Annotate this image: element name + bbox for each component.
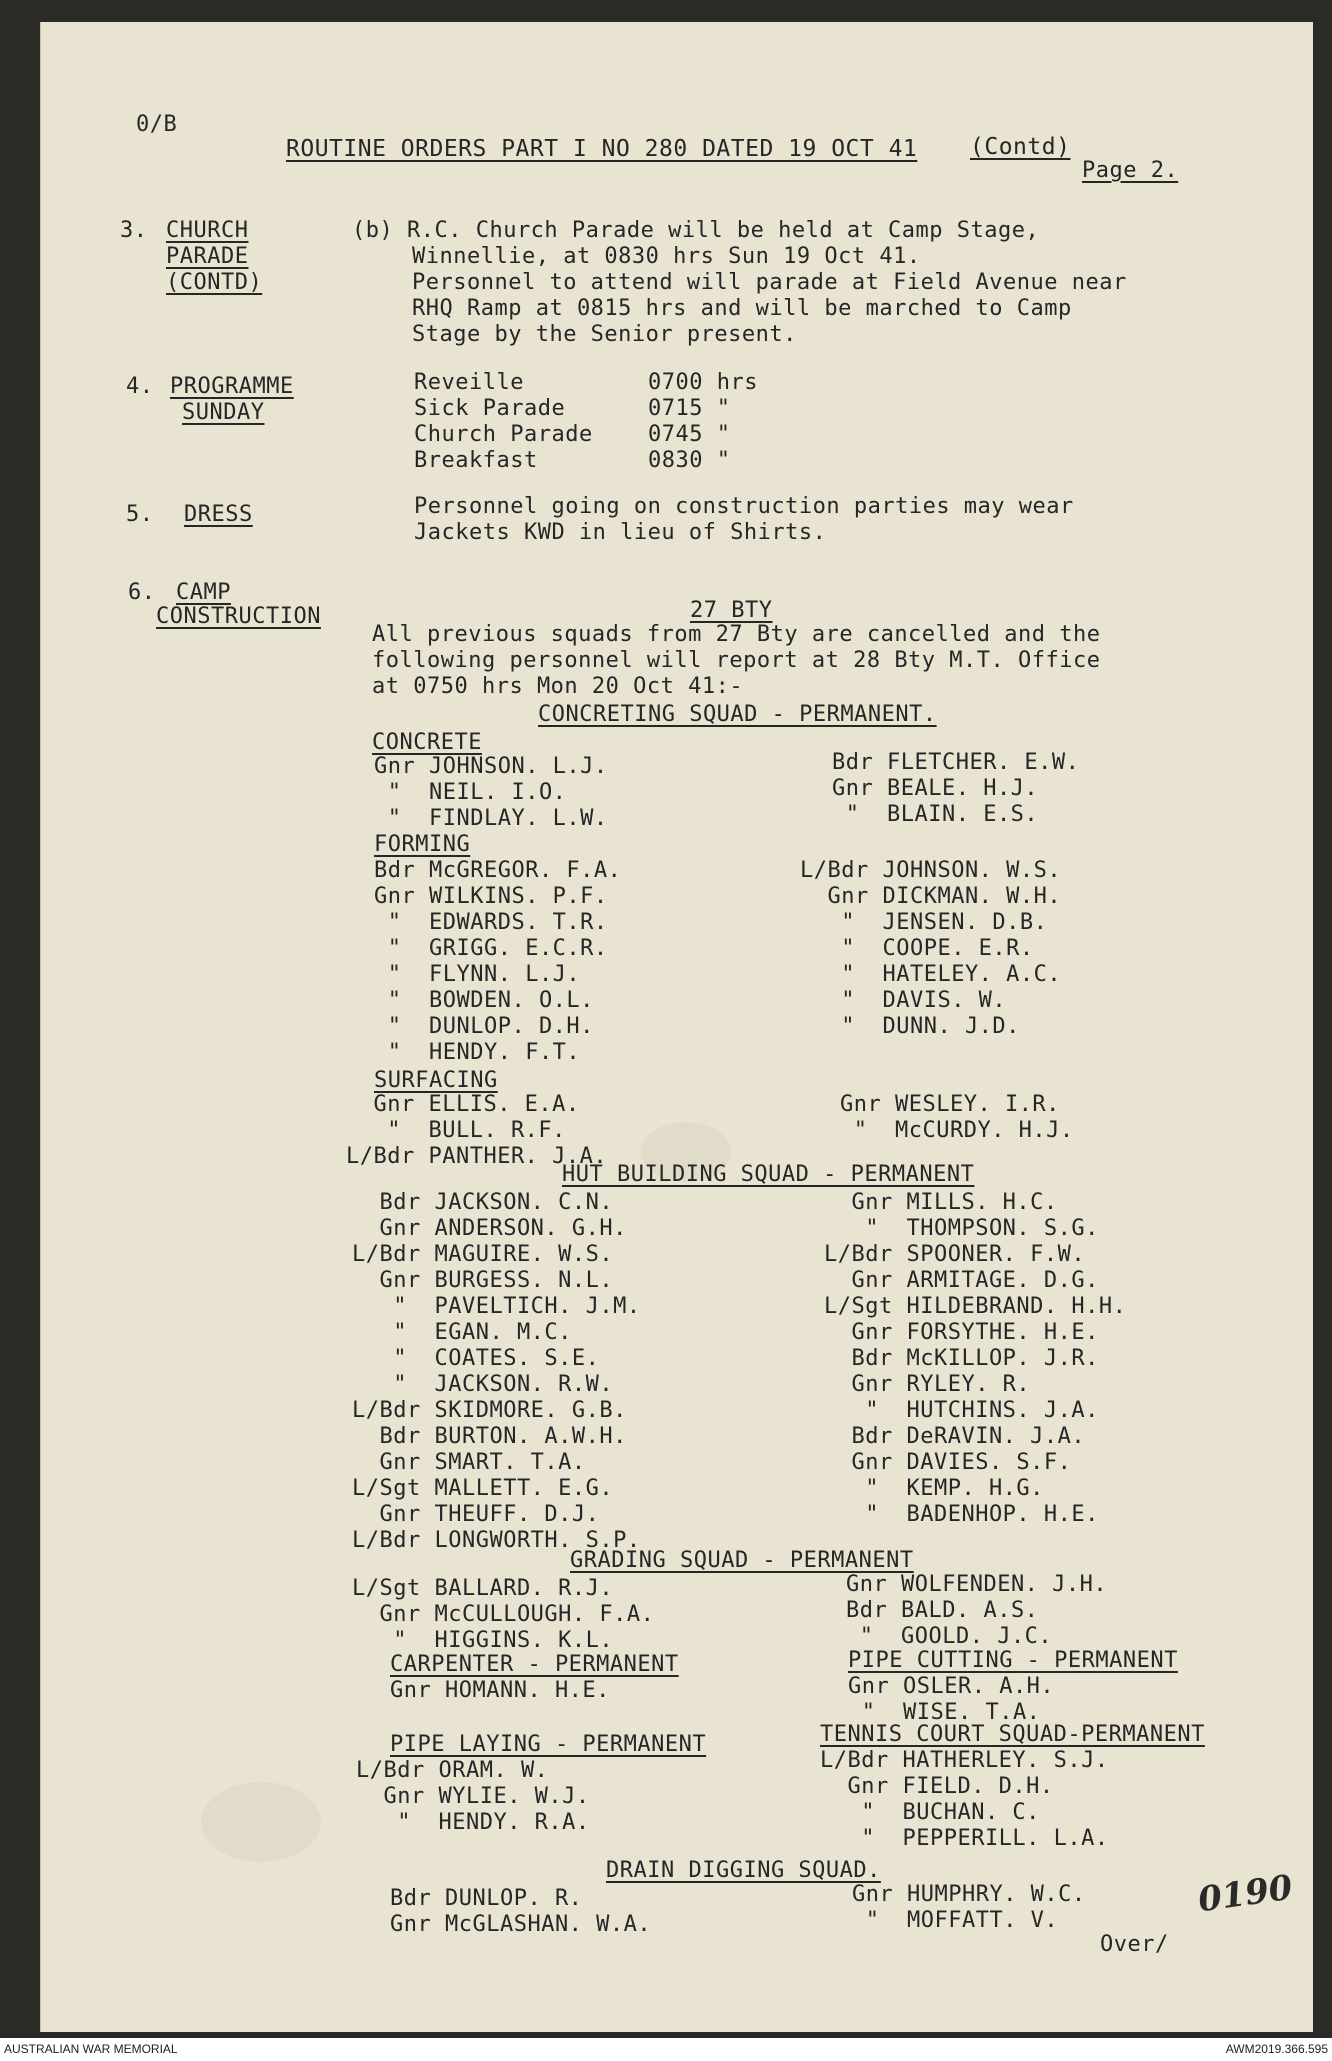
personnel-entry: L/Bdr LONGWORTH. S.P. — [352, 1528, 641, 1553]
footer-bar — [0, 2038, 1332, 2061]
personnel-entry: Gnr WESLEY. I.R. — [840, 1092, 1060, 1117]
section-6-heading: CAMP — [176, 580, 231, 605]
section-3-heading: PARADE — [166, 244, 249, 269]
drain-digging-squad-title: DRAIN DIGGING SQUAD. — [606, 1858, 881, 1883]
section-3-heading: (CONTD) — [166, 270, 263, 295]
personnel-entry: " HIGGINS. K.L. — [352, 1628, 614, 1653]
personnel-entry: L/Bdr HATHERLEY. S.J. — [820, 1748, 1109, 1773]
personnel-entry: Gnr WILKINS. P.F. — [374, 884, 608, 909]
personnel-entry: L/Bdr SKIDMORE. G.B. — [352, 1398, 627, 1423]
personnel-entry: Gnr ANDERSON. G.H. — [352, 1216, 627, 1241]
personnel-entry: " EDWARDS. T.R. — [374, 910, 608, 935]
title-contd: (Contd) — [970, 134, 1071, 160]
section-3-text: RHQ Ramp at 0815 hrs and will be marched to Camp — [412, 296, 1072, 321]
section-3-text: Personnel to attend will parade at Field Avenue near — [412, 270, 1127, 295]
personnel-entry: " HENDY. F.T. — [374, 1040, 581, 1065]
section-4-heading: SUNDAY — [182, 400, 265, 425]
forming-label: FORMING — [374, 832, 471, 857]
personnel-entry: Bdr McGREGOR. F.A. — [374, 858, 622, 883]
section-4-number: 4. — [126, 374, 154, 399]
personnel-entry: Gnr DAVIES. S.F. — [824, 1450, 1072, 1475]
concreting-squad-title: CONCRETING SQUAD - PERMANENT. — [538, 702, 937, 727]
paper-stain — [201, 1782, 321, 1862]
schedule-item: Breakfast — [414, 448, 538, 473]
personnel-entry: L/Bdr ORAM. W. — [356, 1758, 549, 1783]
schedule-time: 0700 hrs — [648, 370, 758, 395]
schedule-item: Reveille — [414, 370, 524, 395]
personnel-entry: L/Bdr JOHNSON. W.S. — [800, 858, 1062, 883]
personnel-entry: L/Bdr MAGUIRE. W.S. — [352, 1242, 614, 1267]
personnel-entry: Bdr JACKSON. C.N. — [352, 1190, 614, 1215]
personnel-entry: Gnr BEALE. H.J. — [832, 776, 1039, 801]
personnel-entry: " FINDLAY. L.W. — [374, 806, 608, 831]
section-3-text: (b) R.C. Church Parade will be held at Camp Stage, — [352, 218, 1040, 243]
personnel-entry: " BADENHOP. H.E. — [824, 1502, 1099, 1527]
personnel-entry: Gnr DICKMAN. W.H. — [800, 884, 1062, 909]
personnel-entry: Bdr McKILLOP. J.R. — [824, 1346, 1099, 1371]
personnel-entry: Gnr McCULLOUGH. F.A. — [352, 1602, 655, 1627]
personnel-entry: L/Bdr PANTHER. J.A. — [346, 1144, 608, 1169]
personnel-entry: Gnr McGLASHAN. W.A. — [390, 1912, 652, 1937]
schedule-item: Sick Parade — [414, 396, 566, 421]
personnel-entry: " HENDY. R.A. — [356, 1810, 590, 1835]
section-4-heading: PROGRAMME — [170, 374, 294, 399]
section-5-number: 5. — [126, 502, 154, 527]
tennis-court-squad-title: TENNIS COURT SQUAD-PERMANENT — [820, 1722, 1205, 1747]
personnel-entry: Gnr BURGESS. N.L. — [352, 1268, 614, 1293]
personnel-entry: Gnr JOHNSON. L.J. — [374, 754, 608, 779]
hut-building-squad-title: HUT BUILDING SQUAD - PERMANENT — [562, 1162, 975, 1187]
personnel-entry: " BOWDEN. O.L. — [374, 988, 594, 1013]
section-6-number: 6. — [128, 580, 156, 605]
personnel-entry: " DUNN. J.D. — [800, 1014, 1020, 1039]
personnel-entry: Gnr WYLIE. W.J. — [356, 1784, 590, 1809]
personnel-entry: " McCURDY. H.J. — [840, 1118, 1074, 1143]
section-6-text: at 0750 hrs Mon 20 Oct 41:- — [372, 674, 744, 699]
personnel-entry: Gnr SMART. T.A. — [352, 1450, 586, 1475]
section-3-text: Winnellie, at 0830 hrs Sun 19 Oct 41. — [412, 244, 921, 269]
personnel-entry: " GRIGG. E.C.R. — [374, 936, 608, 961]
personnel-entry: Bdr FLETCHER. E.W. — [832, 750, 1080, 775]
personnel-entry: " HUTCHINS. J.A. — [824, 1398, 1099, 1423]
personnel-entry: Bdr DeRAVIN. J.A. — [824, 1424, 1086, 1449]
personnel-entry: " GOOLD. J.C. — [846, 1624, 1053, 1649]
personnel-entry: Gnr FIELD. D.H. — [820, 1774, 1054, 1799]
over-marker: Over/ — [1100, 1932, 1169, 1957]
personnel-entry: " HATELEY. A.C. — [800, 962, 1062, 987]
personnel-entry: " MOFFATT. V. — [852, 1908, 1059, 1933]
schedule-time: 0715 " — [648, 396, 731, 421]
grading-squad-title: GRADING SQUAD - PERMANENT — [570, 1548, 914, 1573]
section-3-number: 3. — [120, 218, 148, 243]
personnel-entry: Gnr FORSYTHE. H.E. — [824, 1320, 1099, 1345]
personnel-entry: Gnr RYLEY. R. — [824, 1372, 1031, 1397]
personnel-entry: Gnr HUMPHRY. W.C. — [852, 1882, 1086, 1907]
section-5-text: Jackets KWD in lieu of Shirts. — [414, 520, 827, 545]
personnel-entry: " COATES. S.E. — [352, 1346, 600, 1371]
personnel-entry: Bdr DUNLOP. R. — [390, 1886, 583, 1911]
personnel-entry: " COOPE. E.R. — [800, 936, 1034, 961]
section-6-text: following personnel will report at 28 Bty M.T. Office — [372, 648, 1101, 673]
section-5-heading: DRESS — [184, 502, 253, 527]
surfacing-label: SURFACING — [374, 1068, 498, 1093]
personnel-entry: " PAVELTICH. J.M. — [352, 1294, 641, 1319]
schedule-item: Church Parade — [414, 422, 593, 447]
personnel-entry: " THOMPSON. S.G. — [824, 1216, 1099, 1241]
personnel-entry: Bdr BURTON. A.W.H. — [352, 1424, 627, 1449]
personnel-entry: " BULL. R.F. — [346, 1118, 566, 1143]
personnel-entry: Gnr ARMITAGE. D.G. — [824, 1268, 1099, 1293]
personnel-entry: " FLYNN. L.J. — [374, 962, 581, 987]
page-number: Page 2. — [1082, 158, 1179, 183]
personnel-entry: " EGAN. M.C. — [352, 1320, 572, 1345]
concrete-label: CONCRETE — [372, 730, 482, 755]
personnel-entry: Gnr THEUFF. D.J. — [352, 1502, 600, 1527]
personnel-entry: " BUCHAN. C. — [820, 1800, 1040, 1825]
personnel-entry: Gnr HOMANN. H.E. — [390, 1678, 610, 1703]
section-5-text: Personnel going on construction parties may wear — [414, 494, 1074, 519]
pipe-cutting-squad-title: PIPE CUTTING - PERMANENT — [848, 1648, 1178, 1673]
personnel-entry: " NEIL. I.O. — [374, 780, 567, 805]
personnel-entry: L/Bdr SPOONER. F.W. — [824, 1242, 1086, 1267]
personnel-entry: L/Sgt HILDEBRAND. H.H. — [824, 1294, 1127, 1319]
personnel-entry: " DUNLOP. D.H. — [374, 1014, 594, 1039]
pipe-laying-squad-title: PIPE LAYING - PERMANENT — [390, 1732, 707, 1757]
personnel-entry: " WISE. T.A. — [848, 1700, 1041, 1725]
personnel-entry: Gnr WOLFENDEN. J.H. — [846, 1572, 1108, 1597]
personnel-entry: " DAVIS. W. — [800, 988, 1007, 1013]
schedule-time: 0830 " — [648, 448, 731, 473]
footer-source: AUSTRALIAN WAR MEMORIAL — [4, 2042, 178, 2056]
section-6-text: All previous squads from 27 Bty are cancelled and the — [372, 622, 1101, 647]
personnel-entry: " JACKSON. R.W. — [352, 1372, 614, 1397]
personnel-entry: L/Sgt MALLETT. E.G. — [352, 1476, 614, 1501]
section-6-heading: CONSTRUCTION — [156, 604, 321, 629]
battery-heading: 27 BTY — [690, 598, 773, 623]
personnel-entry: Bdr BALD. A.S. — [846, 1598, 1039, 1623]
personnel-entry: " KEMP. H.G. — [824, 1476, 1044, 1501]
personnel-entry: Gnr OSLER. A.H. — [848, 1674, 1055, 1699]
document-ref: 0/B — [136, 112, 178, 137]
section-3-text: Stage by the Senior present. — [412, 322, 797, 347]
personnel-entry: Gnr MILLS. H.C. — [824, 1190, 1058, 1215]
handwritten-folio-number: 0190 — [1195, 1867, 1295, 1921]
carpenter-squad-title: CARPENTER - PERMANENT — [390, 1652, 679, 1677]
document-title: ROUTINE ORDERS PART I NO 280 DATED 19 OCT 41 — [286, 136, 918, 162]
personnel-entry: Gnr ELLIS. E.A. — [346, 1092, 580, 1117]
personnel-entry: " PEPPERILL. L.A. — [820, 1826, 1109, 1851]
footer-accession: AWM2019.366.595 — [1225, 2042, 1328, 2056]
personnel-entry: " JENSEN. D.B. — [800, 910, 1048, 935]
personnel-entry: " BLAIN. E.S. — [832, 802, 1039, 827]
personnel-entry: L/Sgt BALLARD. R.J. — [352, 1576, 614, 1601]
section-3-heading: CHURCH — [166, 218, 249, 243]
schedule-time: 0745 " — [648, 422, 731, 447]
